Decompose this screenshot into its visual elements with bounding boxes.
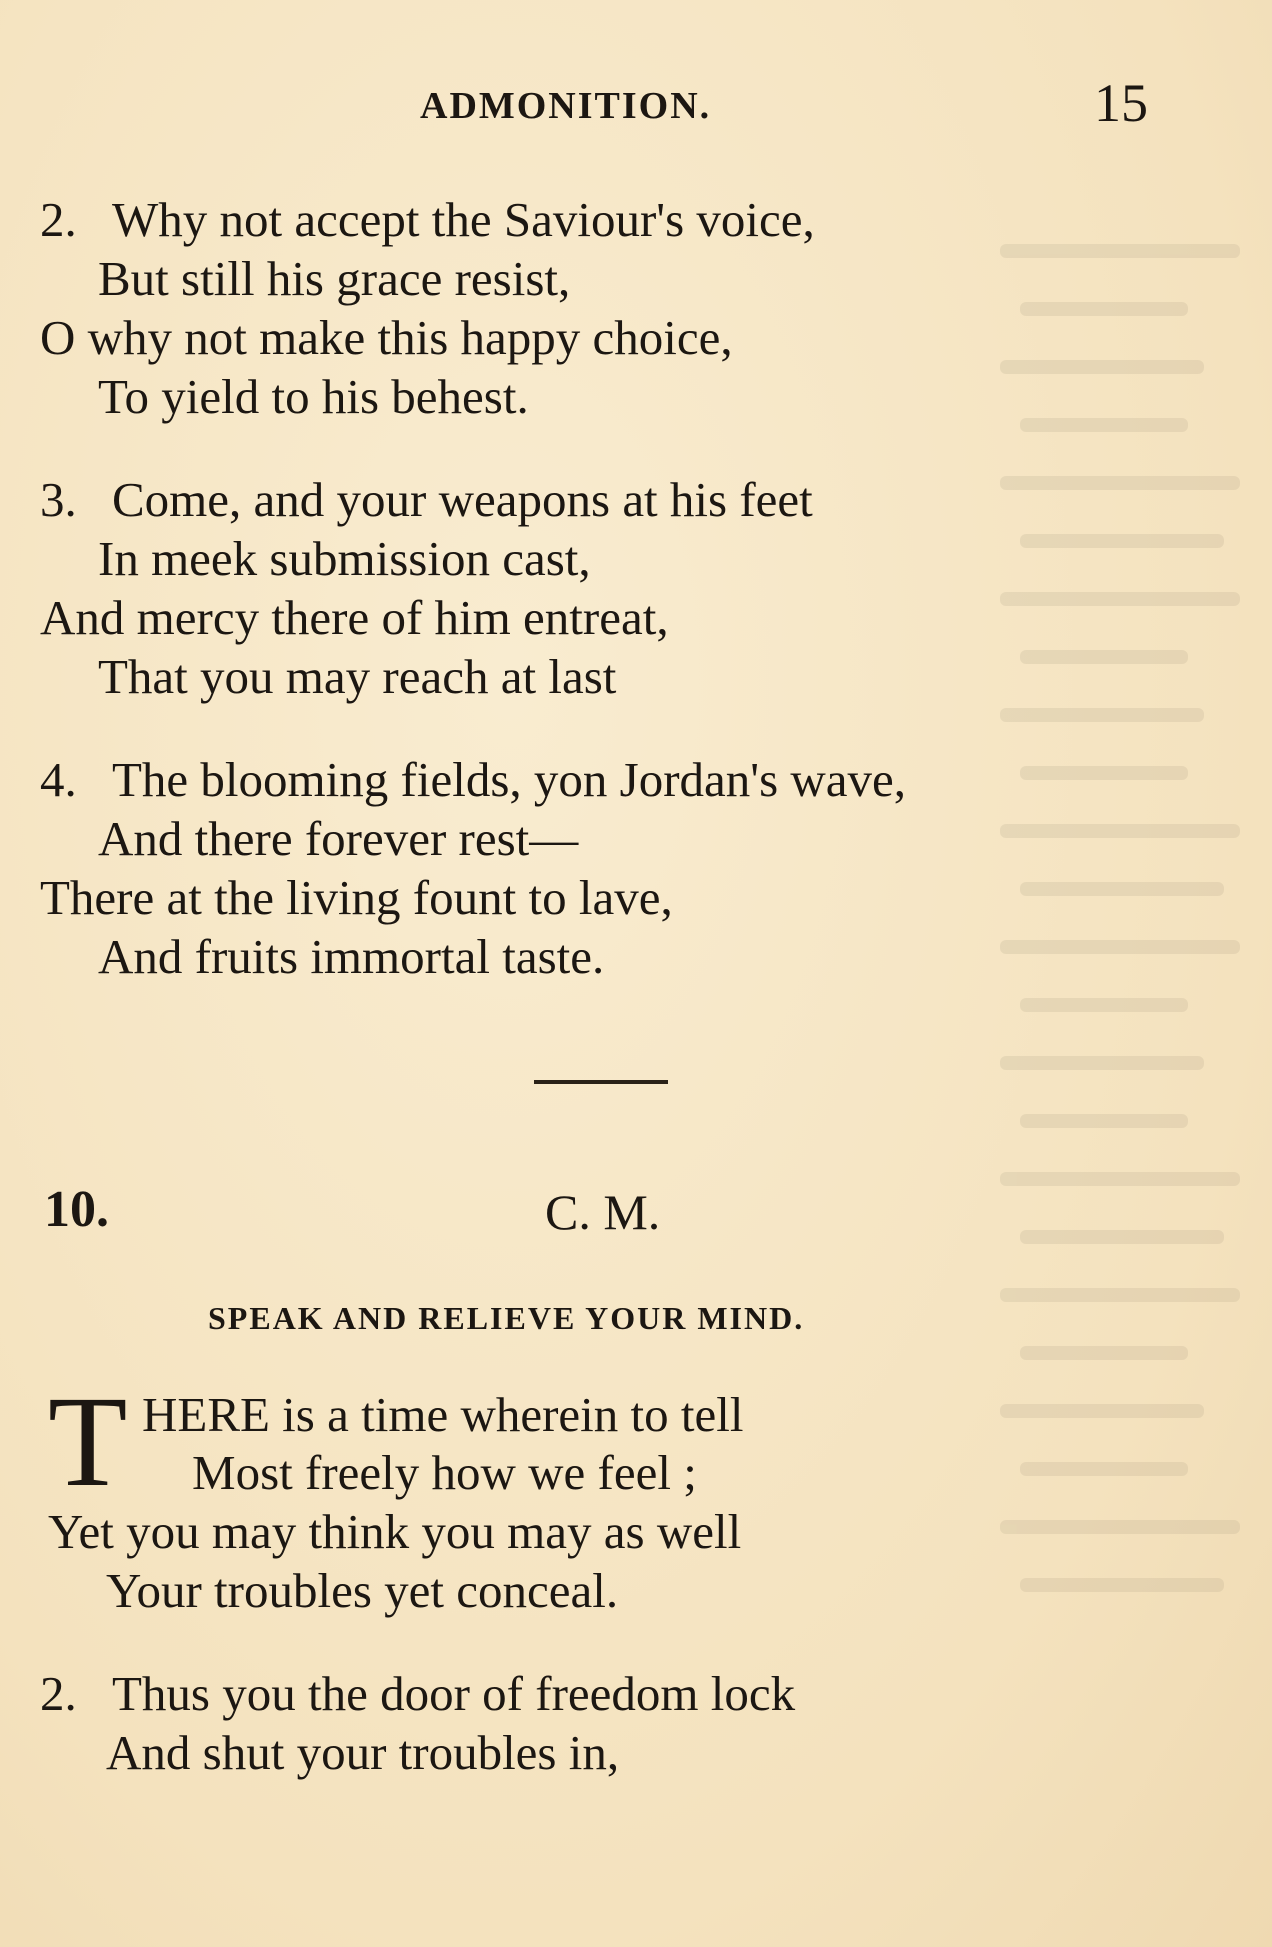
verse-line: And there forever rest— xyxy=(98,811,579,866)
verse-line: And shut your troubles in, xyxy=(106,1725,620,1780)
stanza-2 xyxy=(40,190,1240,426)
verse-line: Yet you may think you may as well xyxy=(48,1504,742,1559)
hymn-meter: C. M. xyxy=(545,1184,661,1240)
verse-line: In meek submission cast, xyxy=(98,531,591,586)
verse-line: Your troubles yet conceal. xyxy=(106,1563,619,1618)
stanza-number: 2. xyxy=(40,1666,77,1721)
stanza-number: 2. xyxy=(40,192,77,247)
hymn-number: 10. xyxy=(44,1181,109,1238)
stanza-4 xyxy=(40,750,1240,986)
hymn-stanza-1-continued xyxy=(40,1502,1240,1620)
hymn-title: SPEAK AND RELIEVE YOUR MIND. xyxy=(208,1300,805,1336)
verse-line: But still his grace resist, xyxy=(98,251,571,306)
verse-line: And mercy there of him entreat, xyxy=(40,590,669,645)
verse-line: Come, and your weapons at his feet xyxy=(112,472,813,527)
verse-line: There at the living fount to lave, xyxy=(40,870,673,925)
stanza-number: 4. xyxy=(40,752,77,807)
verse-line: HERE is a time wherein to tell xyxy=(142,1387,744,1442)
verse-line: Thus you the door of freedom lock xyxy=(112,1666,796,1721)
verse-line: Why not accept the Saviour's voice, xyxy=(112,192,815,247)
verse-line: That you may reach at last xyxy=(98,649,617,704)
page-header xyxy=(0,72,1272,132)
hymn-stanza-2 xyxy=(40,1664,1240,1782)
verse-line: O why not make this happy choice, xyxy=(40,310,733,365)
verse-line: To yield to his behest. xyxy=(98,369,529,424)
verse-line: And fruits immortal taste. xyxy=(98,929,605,984)
section-divider xyxy=(534,1080,668,1084)
page-number: 15 xyxy=(1094,73,1148,133)
verse-line: The blooming fields, yon Jordan's wave, xyxy=(112,752,907,807)
drop-cap: T xyxy=(48,1370,128,1514)
stanza-number: 3. xyxy=(40,472,77,527)
running-title: ADMONITION. xyxy=(420,85,712,127)
stanza-3 xyxy=(40,470,1240,706)
verse-line: Most freely how we feel ; xyxy=(192,1445,697,1500)
